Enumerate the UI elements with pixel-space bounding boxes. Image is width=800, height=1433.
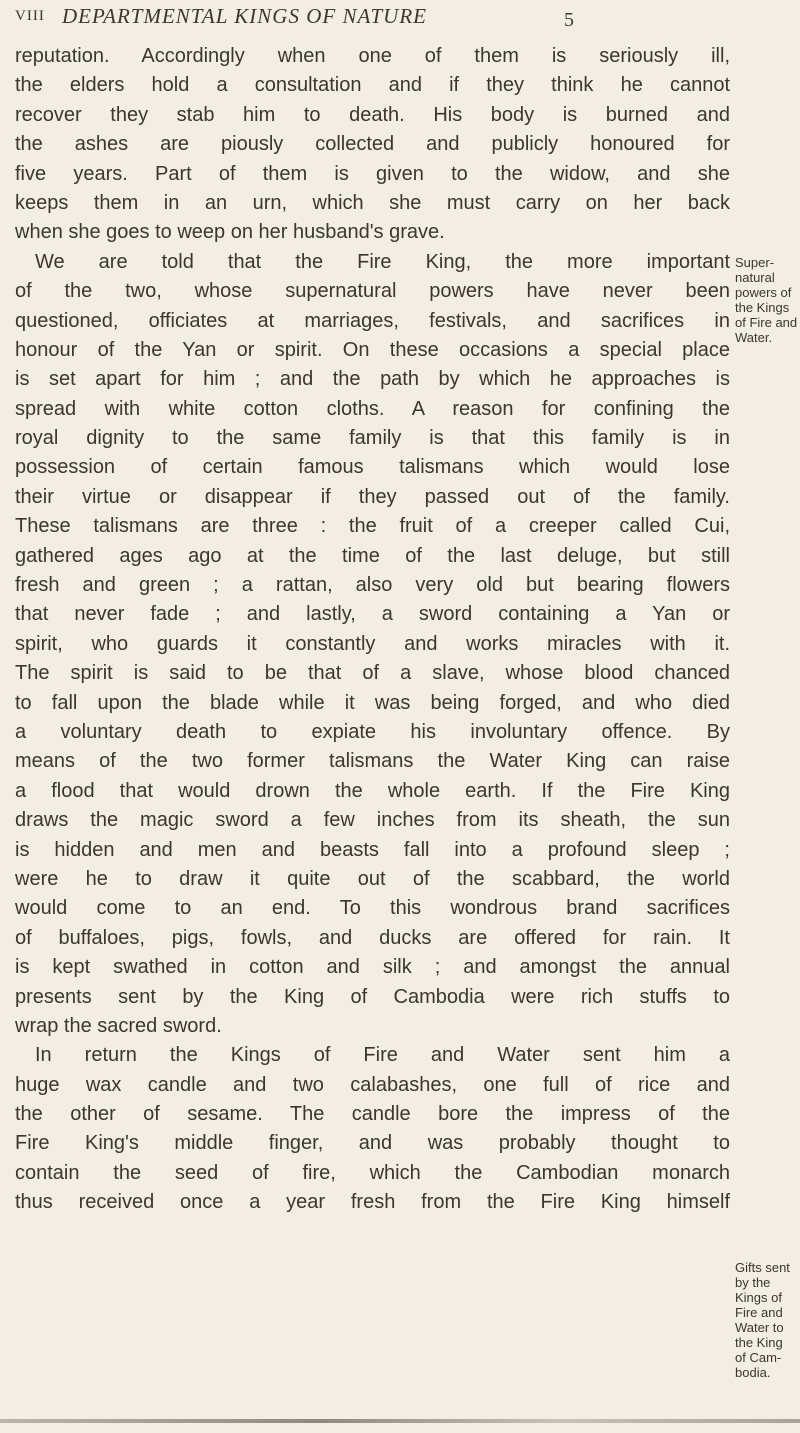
text-line: were he to draw it quite out of the scabbard, the world	[15, 867, 730, 890]
page-edge-shadow	[0, 1419, 800, 1423]
text-line: spirit, who guards it constantly and works miracles with it.	[15, 632, 730, 655]
text-line: The spirit is said to be that of a slave, whose blood chanced	[15, 662, 730, 685]
text-line: huge wax candle and two calabashes, one full of rice and	[15, 1073, 730, 1096]
text-line: is set apart for him ; and the path by which he approaches is	[15, 368, 730, 391]
sidenote-supernatural-powers	[735, 255, 800, 345]
text-line: a voluntary death to expiate his involuntary offence. By	[15, 720, 730, 743]
text-line: would come to an end. To this wondrous brand sacrifices	[15, 897, 730, 920]
text-line: of buffaloes, pigs, fowls, and ducks are offered for rain. It	[15, 926, 730, 949]
sidenote-line: Water to	[735, 1320, 784, 1335]
text-line: questioned, officiates at marriages, festivals, and sacrifices in	[15, 309, 730, 332]
text-line: Fire King's middle finger, and was probably thought to	[15, 1132, 730, 1155]
sidenote-line: powers of	[735, 285, 792, 300]
text-line: the ashes are piously collected and publicly honoured for	[15, 133, 730, 156]
text-line: In return the Kings of Fire and Water sent him a	[35, 1044, 730, 1067]
sidenote-gifts	[735, 1260, 800, 1380]
text-line: keeps them in an urn, which she must carry on her back	[15, 191, 730, 214]
sidenote-line: bodia.	[735, 1365, 771, 1380]
text-line: draws the magic sword a few inches from its sheath, the sun	[15, 809, 730, 832]
sidenote-line: of Cam-	[735, 1350, 782, 1365]
text-line: wrap the sacred sword.	[15, 1014, 222, 1037]
sidenote-line: the Kings	[735, 300, 790, 315]
text-line: contain the seed of fire, which the Cambodian monarch	[15, 1161, 730, 1184]
text-line: gathered ages ago at the time of the last deluge, but still	[15, 544, 730, 567]
text-line: is hidden and men and beasts fall into a profound sleep ;	[15, 838, 730, 861]
sidenote-line: the King	[735, 1335, 783, 1350]
text-line: spread with white cotton cloths. A reason for confining the	[15, 397, 730, 420]
text-line: presents sent by the King of Cambodia were rich stuffs to	[15, 985, 730, 1008]
page-number: 5	[564, 9, 574, 31]
text-line: a flood that would drown the whole earth. If the Fire King	[15, 779, 730, 802]
sidenote-line: Fire and	[735, 1305, 783, 1320]
sidenote-line: by the	[735, 1275, 771, 1290]
body-text	[15, 42, 730, 1218]
text-line: thus received once a year fresh from the Fire King himself	[15, 1191, 730, 1214]
text-line: fresh and green ; a rattan, also very old but bearing flowers	[15, 574, 730, 597]
text-line: to fall upon the blade while it was being forged, and who died	[15, 691, 730, 714]
text-line: when she goes to weep on her husband's grave.	[15, 221, 445, 244]
text-line: We are told that the Fire King, the more important	[35, 250, 730, 273]
sidenote-line: of Fire and	[735, 315, 798, 330]
text-line: five years. Part of them is given to the widow, and she	[15, 162, 730, 185]
text-line: that never fade ; and lastly, a sword containing a Yan or	[15, 603, 730, 626]
text-line: their virtue or disappear if they passed out of the family.	[15, 485, 730, 508]
text-line: of the two, whose supernatural powers have never been	[15, 280, 730, 303]
sidenote-line: Kings of	[735, 1290, 782, 1305]
text-line: is kept swathed in cotton and silk ; and amongst the annual	[15, 956, 730, 979]
text-line: recover they stab him to death. His body is burned and	[15, 103, 730, 126]
sidenote-line: natural	[735, 270, 775, 285]
text-line: means of the two former talismans the Water King can raise	[15, 750, 730, 773]
running-header	[0, 0, 800, 36]
sidenote-line: Water.	[735, 330, 773, 345]
chapter-number: VIII	[15, 8, 45, 24]
text-line: possession of certain famous talismans which would lose	[15, 456, 730, 479]
text-line: royal dignity to the same family is that this family is in	[15, 427, 730, 450]
sidenote-line: Gifts sent	[735, 1260, 790, 1275]
text-line: the other of sesame. The candle bore the impress of the	[15, 1103, 730, 1126]
text-line: These talismans are three : the fruit of a creeper called Cui,	[15, 515, 730, 538]
running-title: DEPARTMENTAL KINGS OF NATURE	[62, 4, 427, 28]
text-line: the elders hold a consultation and if they think he cannot	[15, 74, 730, 97]
text-line: honour of the Yan or spirit. On these occasions a special place	[15, 338, 730, 361]
text-line: reputation. Accordingly when one of them is seriously ill,	[15, 45, 730, 67]
sidenote-line: Super-	[735, 255, 775, 270]
